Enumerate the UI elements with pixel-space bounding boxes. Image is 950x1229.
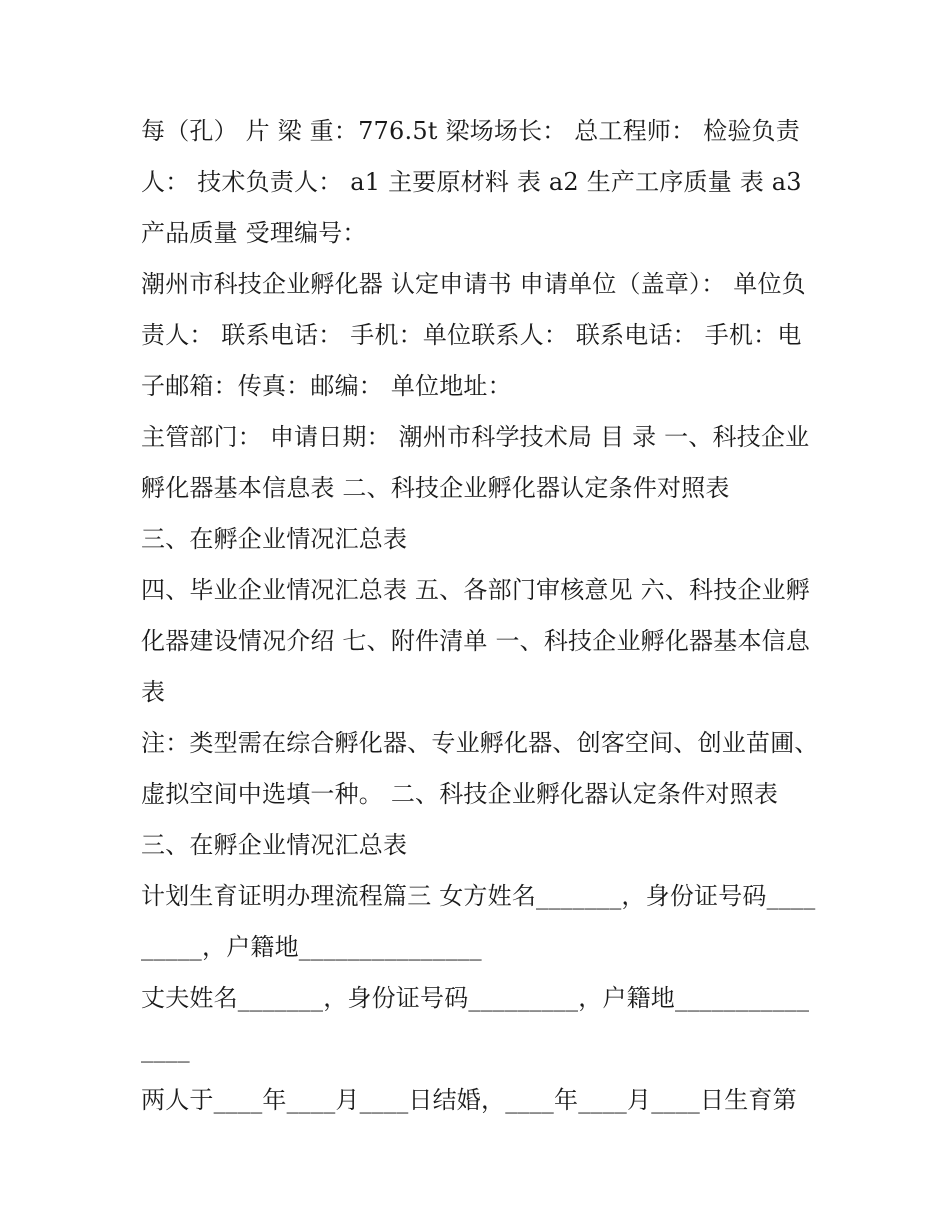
document-body (141, 106, 821, 1126)
paragraph-application-cover: 潮州市科技企业孵化器 认定申请书 申请单位（盖章）： 单位负责人： 联系电话： 手机：单位联系人： 联系电话： 手机：电子邮箱：传真：邮编： 单位地址： (141, 270, 806, 400)
paragraph-approval-header: 每（孔） 片 梁 重：776.5t 梁场场长： 总工程师： 检验负责人： 技术负责人： a1 主要原材料 表 a2 生产工序质量 表 a3 产品质量 受理编号： (141, 117, 810, 247)
paragraph-toc-item-3: 三、在孵企业情况汇总表 (141, 525, 408, 553)
paragraph-female-info: 计划生育证明办理流程篇三 女方姓名_______，身份证号码_________，户籍地_______________ (141, 882, 816, 961)
paragraph-toc-items-4-7: 四、毕业企业情况汇总表 五、各部门审核意见 六、科技企业孵化器建设情况介绍 七、附件清单 一、科技企业孵化器基本信息表 (141, 576, 811, 706)
paragraph-table-of-contents: 主管部门： 申请日期： 潮州市科学技术局 目 录 一、科技企业孵化器基本信息表 二、科技企业孵化器认定条件对照表 (141, 423, 810, 502)
paragraph-husband-info: 丈夫姓名_______，身份证号码_________，户籍地_______________ (141, 984, 810, 1063)
paragraph-type-note: 注：类型需在综合孵化器、专业孵化器、创客空间、创业苗圃、虚拟空间中选填一种。 二、科技企业孵化器认定条件对照表 三、在孵企业情况汇总表 (141, 729, 819, 859)
paragraph-marriage-dates: 两人于____年____月____日结婚，____年____月____日生育第 (141, 1086, 797, 1114)
